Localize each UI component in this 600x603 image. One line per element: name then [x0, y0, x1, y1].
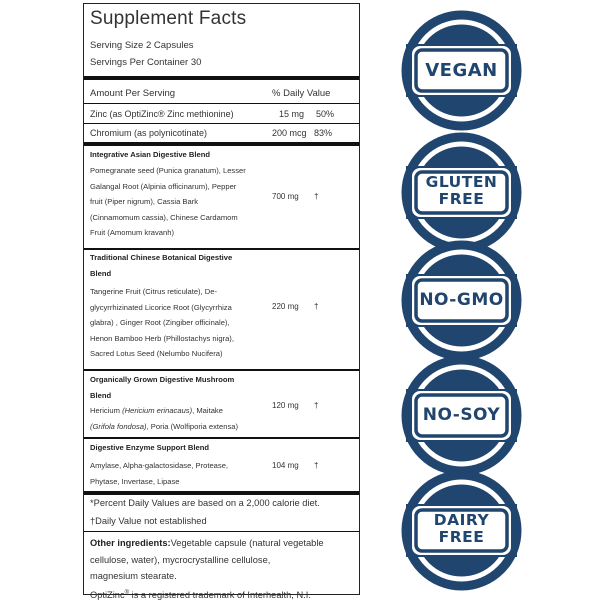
other-ingredients: Other ingredients:Vegetable capsule (natural vegetable cellulose, water), mycrocrystalline cellulose, magnesium stearate. OptiZinc® is a registered trademark of Interhealth, N.I.	[90, 535, 324, 603]
dagger-mark: †	[314, 302, 318, 311]
nutrient-amount: 15 mg	[279, 109, 304, 119]
badge-label: DAIRY FREE	[400, 512, 523, 546]
divider	[84, 437, 359, 439]
nutrient-name: Zinc (as OptiZinc® Zinc methionine)	[90, 109, 234, 119]
badge-label: GLUTEN FREE	[400, 174, 523, 208]
no-gmo-badge-icon	[400, 239, 523, 362]
badge-label: VEGAN	[400, 60, 523, 81]
dairy-free-badge-icon	[400, 469, 523, 592]
divider-thick	[84, 491, 359, 495]
blend-ingredients: Tangerine Fruit (Citrus reticulate), De- glycyrrhizinated Licorice Root (Glycyrrhiza glabra) , Ginger Root (Zingiber officinale), Henon Bamboo Herb (Phillostachys nigra), Sacred Lotus Seed (Nelumbo Nucifera)	[90, 284, 234, 362]
divider	[84, 369, 359, 371]
header-daily-value: % Daily Value	[272, 88, 330, 99]
blend-title: Digestive Enzyme Support Blend	[90, 440, 209, 456]
blend-amount: 120 mg	[272, 401, 299, 410]
blend-title: Traditional Chinese Botanical Digestive Blend	[90, 250, 232, 281]
other-ingredients-label: Other ingredients:	[90, 538, 171, 548]
blend-title: Integrative Asian Digestive Blend	[90, 147, 210, 163]
servings-per-container: Servings Per Container 30	[90, 57, 201, 68]
badge-label: NO-GMO	[400, 290, 523, 310]
vegan-badge-icon	[400, 9, 523, 132]
divider	[84, 123, 359, 124]
header-amount: Amount Per Serving	[90, 88, 175, 99]
nutrient-dv: 83%	[314, 128, 332, 138]
supplement-facts-panel	[83, 3, 360, 595]
nutrient-amount: 200 mcg	[272, 128, 307, 138]
no-soy-badge-icon	[400, 354, 523, 477]
dagger-mark: †	[314, 461, 318, 470]
footnote-dagger: †Daily Value not established	[90, 516, 207, 526]
trademark-note: OptiZinc® is a registered trademark of Interhealth, N.I.	[90, 585, 324, 603]
blend-title: Organically Grown Digestive Mushroom Blend	[90, 372, 234, 403]
divider	[84, 531, 359, 532]
blend-amount: 700 mg	[272, 192, 299, 201]
dagger-mark: †	[314, 192, 318, 201]
gluten-free-badge-icon	[400, 131, 523, 254]
dagger-mark: †	[314, 401, 318, 410]
blend-amount: 220 mg	[272, 302, 299, 311]
divider	[84, 103, 359, 104]
badge-label: NO-SOY	[400, 405, 523, 425]
facts-title: Supplement Facts	[90, 8, 246, 30]
blend-ingredients: Hericium (Hericium erinacaus), Maitake (Grifola fondosa), Poria (Wolfiporia extensa)	[90, 403, 238, 434]
divider-thick	[84, 142, 359, 146]
nutrient-name: Chromium (as polynicotinate)	[90, 128, 207, 138]
blend-ingredients: Amylase, Alpha-galactosidase, Protease, Phytase, Invertase, Lipase	[90, 458, 228, 489]
footnote-daily-value: *Percent Daily Values are based on a 2,000 calorie diet.	[90, 498, 320, 508]
serving-size: Serving Size 2 Capsules	[90, 40, 194, 51]
nutrient-dv: 50%	[316, 109, 334, 119]
blend-ingredients: Pomegranate seed (Punica granatum), Lesser Galangal Root (Alpinia officinarum), Pepper fruit (Piper nigrum), Cassia Bark (Cinnamomum cassia), Chinese Cardamom Fruit (Amomum kravanh)	[90, 163, 246, 241]
blend-amount: 104 mg	[272, 461, 299, 470]
divider-thick	[84, 76, 359, 80]
